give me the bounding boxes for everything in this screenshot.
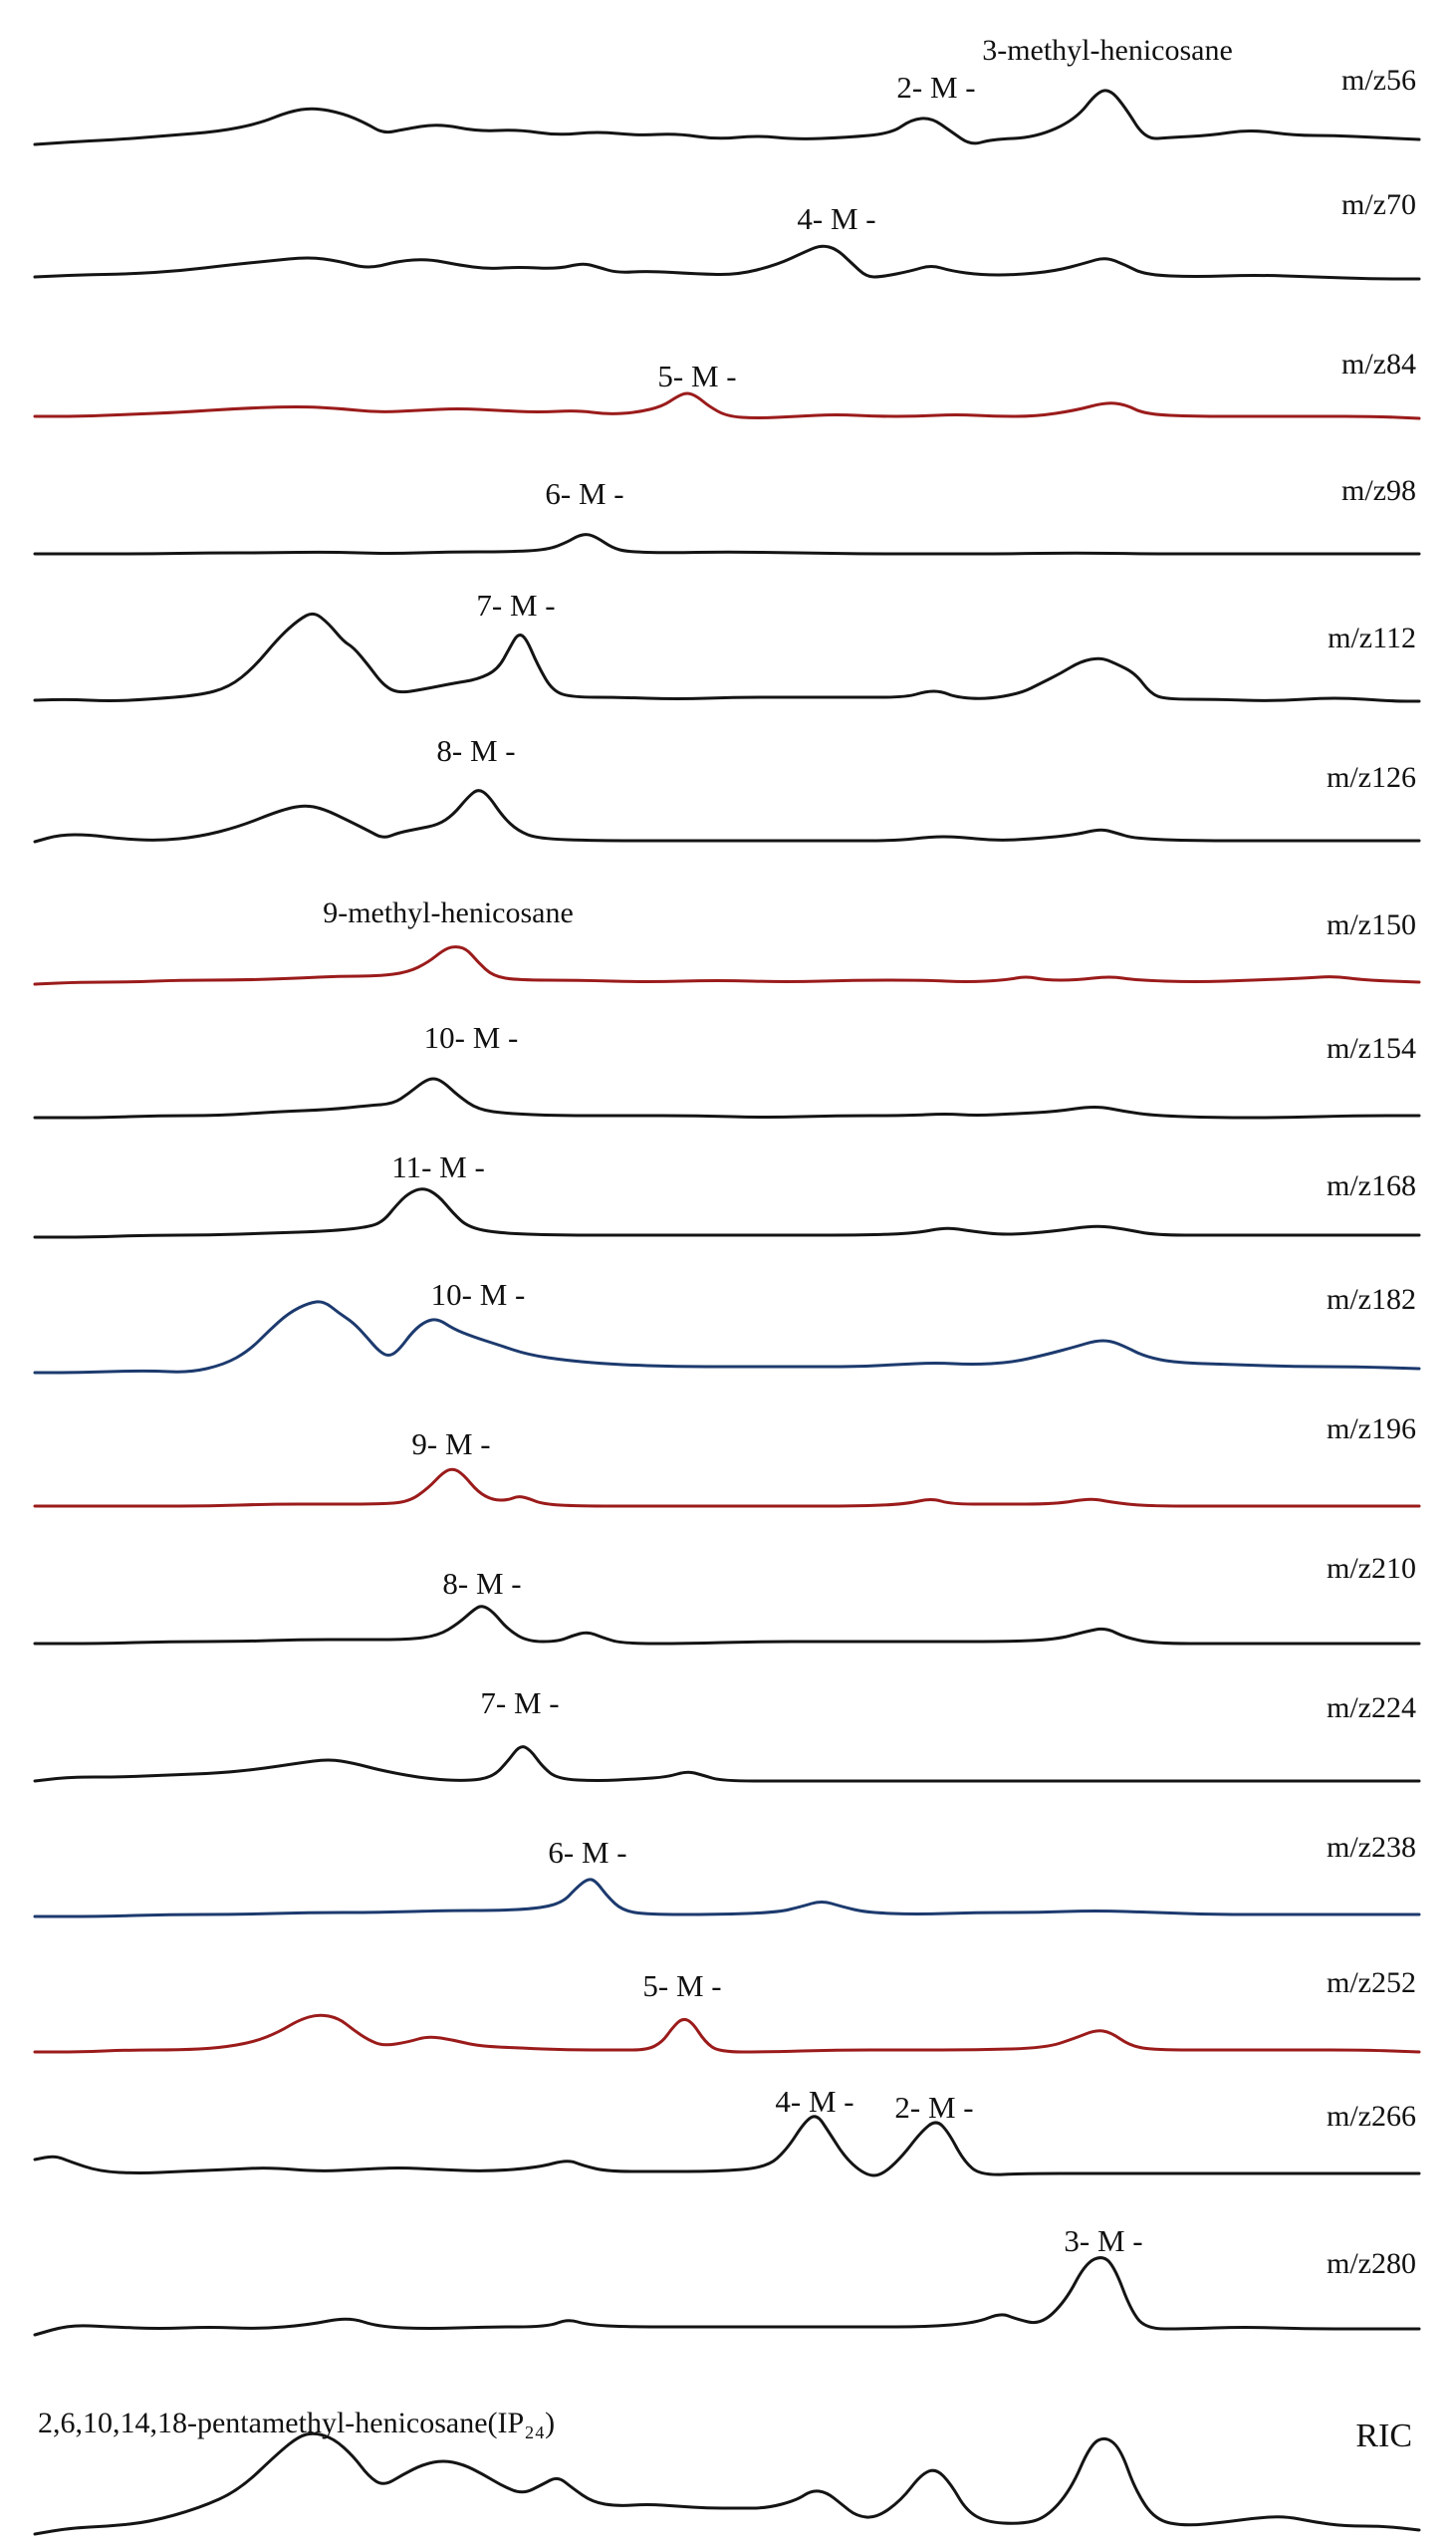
labels-group — [38, 34, 1416, 2454]
ion-label-m-z266: m/z266 — [1327, 2100, 1416, 2133]
ion-label-m-z98: m/z98 — [1341, 474, 1416, 507]
trace-ric — [35, 2433, 1419, 2534]
trace-m-z252 — [35, 2015, 1419, 2052]
trace-m-z196 — [35, 1469, 1419, 1506]
trace-m-z280 — [35, 2258, 1419, 2335]
ion-label-m-z154: m/z154 — [1327, 1032, 1416, 1065]
ion-label-m-z126: m/z126 — [1327, 761, 1416, 794]
ion-label-m-z280: m/z280 — [1327, 2247, 1416, 2280]
ion-label-m-z252: m/z252 — [1327, 1966, 1416, 1999]
peak-label: 6- M - — [545, 476, 624, 511]
ion-label-m-z112: m/z112 — [1328, 622, 1416, 654]
peak-label: 5- M - — [657, 359, 737, 393]
peak-label: 7- M - — [476, 588, 556, 623]
trace-m-z56 — [35, 91, 1419, 144]
trace-m-z266 — [35, 2117, 1419, 2175]
peak-label: 4- M - — [797, 201, 876, 236]
trace-m-z70 — [35, 246, 1419, 279]
trace-m-z238 — [35, 1880, 1419, 1916]
peak-label: 5- M - — [642, 1968, 722, 2003]
ion-label-m-z70: m/z70 — [1341, 188, 1416, 221]
peak-label: 10- M - — [430, 1277, 526, 1312]
ion-label-m-z168: m/z168 — [1327, 1169, 1416, 1202]
peak-label: 9-methyl-henicosane — [323, 896, 574, 929]
peak-label: 9- M - — [411, 1426, 491, 1461]
peak-label: 8- M - — [442, 1566, 522, 1601]
ion-label-m-z56: m/z56 — [1341, 64, 1416, 97]
peak-label: 2- M - — [894, 2090, 974, 2125]
trace-m-z154 — [35, 1079, 1419, 1118]
peak-label: 4- M - — [775, 2084, 854, 2119]
peak-label: 7- M - — [480, 1685, 560, 1720]
peak-label: 2,6,10,14,18-pentamethyl-henicosane(IP₂₄) — [38, 2407, 556, 2439]
trace-m-z182 — [35, 1302, 1419, 1373]
peak-label: 11- M - — [391, 1149, 485, 1184]
ion-label-m-z196: m/z196 — [1327, 1412, 1416, 1445]
peak-label: 6- M - — [548, 1835, 627, 1870]
trace-m-z84 — [35, 393, 1419, 418]
trace-m-z150 — [35, 947, 1419, 984]
peak-label: 3- M - — [1064, 2223, 1143, 2258]
ion-label-m-z238: m/z238 — [1327, 1831, 1416, 1864]
trace-m-z210 — [35, 1607, 1419, 1644]
ion-label-m-z182: m/z182 — [1327, 1283, 1416, 1316]
ion-label-m-z150: m/z150 — [1327, 908, 1416, 941]
trace-m-z168 — [35, 1189, 1419, 1237]
peak-label: 3-methyl-henicosane — [982, 34, 1233, 67]
ion-label-m-z210: m/z210 — [1327, 1552, 1416, 1585]
peak-label: 2- M - — [896, 70, 976, 105]
ion-label-m-z224: m/z224 — [1327, 1691, 1416, 1724]
peak-label: 10- M - — [423, 1020, 519, 1055]
ion-label-ric: RIC — [1355, 2418, 1412, 2454]
trace-m-z126 — [35, 791, 1419, 842]
trace-m-z224 — [35, 1747, 1419, 1781]
trace-m-z98 — [35, 535, 1419, 554]
trace-m-z112 — [35, 614, 1419, 701]
traces-group — [35, 91, 1419, 2534]
peak-label: 8- M - — [436, 733, 516, 768]
ion-label-m-z84: m/z84 — [1341, 348, 1416, 381]
